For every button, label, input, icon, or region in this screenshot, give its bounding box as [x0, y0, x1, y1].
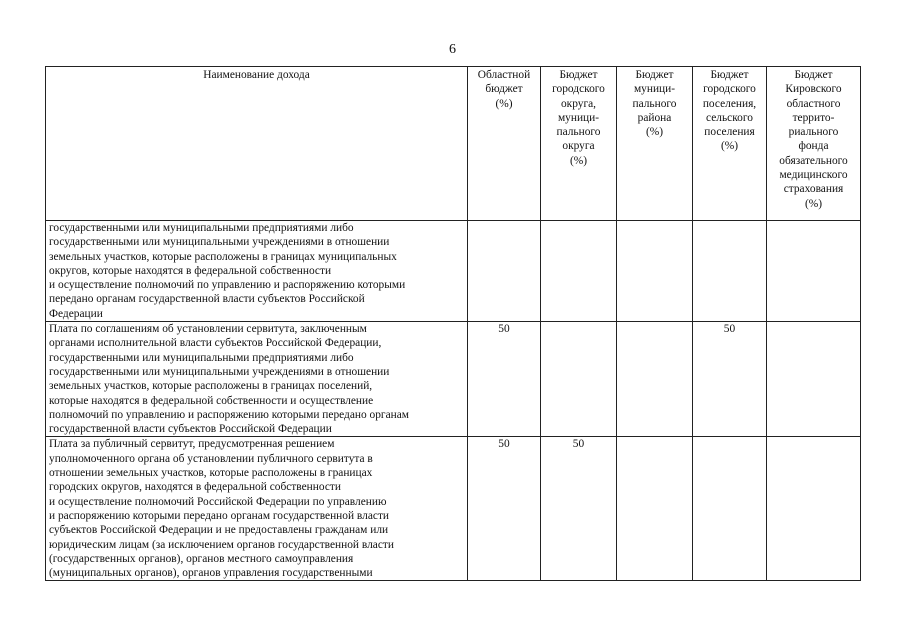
header-municipal-district-budget — [617, 67, 693, 221]
header-line: областного — [786, 97, 841, 110]
header-city-district-budget — [541, 67, 617, 221]
header-line: городского — [552, 83, 605, 96]
header-line: террито- — [792, 111, 835, 124]
revenue-text-line: округов, которые находятся в федеральной собственности — [49, 264, 332, 277]
table-row — [46, 221, 861, 322]
header-line: бюджет — [485, 83, 523, 96]
header-line: (%) — [569, 154, 588, 167]
settlement-share-cell — [693, 221, 767, 322]
municipal-district-share-cell — [617, 437, 693, 581]
header-line: (%) — [804, 197, 823, 210]
header-line: поселения — [704, 126, 755, 139]
header-line: муници- — [633, 83, 676, 96]
revenue-text-line: и осуществление полномочий Российской Федерации по управлению — [49, 495, 387, 508]
revenue-text-line: полномочий по управлению и распоряжению которыми передано органам — [49, 408, 410, 421]
revenue-text-line: государственными или муниципальными учреждениями в отношении — [49, 236, 390, 249]
city-district-share-cell: 50 — [541, 437, 617, 581]
revenue-text-line: и распоряжению которыми передано органам государственной власти — [49, 509, 390, 522]
revenue-text-line: Плата за публичный сервитут, предусмотренная решением — [49, 438, 335, 451]
revenue-text-line: субъектов Российской Федерации и не предоставлены гражданам или — [49, 524, 389, 537]
header-line: Бюджет — [710, 69, 749, 81]
medical-fund-share-cell — [767, 437, 861, 581]
revenue-text-line: городских округов, находятся в федеральной собственности — [49, 481, 341, 494]
header-line: фонда — [798, 140, 829, 153]
header-line: (%) — [495, 97, 513, 110]
header-line: поселения, — [702, 97, 757, 110]
table-row — [46, 322, 861, 437]
header-settlement-budget — [693, 67, 767, 221]
header-line: округа — [562, 140, 595, 153]
header-line: Областной — [477, 69, 531, 81]
revenue-text-line: органами исполнительной власти субъектов Российской Федерации, — [49, 337, 382, 350]
revenue-text-line: и осуществление полномочий по управлению и распоряжению которыми — [49, 279, 406, 292]
revenue-name-cell — [46, 221, 468, 322]
revenue-text-line: земельных участков, которые расположены в границах поселений, — [49, 380, 373, 393]
revenue-text-line: Плата по соглашениям об установлении сервитута, заключенным — [49, 323, 367, 336]
revenue-text-line: которые находятся в федеральной собственности и осуществление — [49, 394, 374, 407]
regional-share-cell: 50 — [468, 322, 541, 437]
header-line: округа, — [560, 97, 597, 110]
revenue-text-line: отношении земельных участков, которые расположены в границах — [49, 467, 373, 480]
header-line: Кировского — [785, 83, 842, 96]
revenue-text-line: уполномоченного органа об установлении публичного сервитута в — [49, 452, 373, 465]
header-line: страхования — [783, 183, 844, 196]
revenue-text-line: государственными или муниципальными учреждениями в отношении — [49, 365, 390, 378]
header-line: района — [637, 111, 672, 124]
municipal-district-share-cell — [617, 221, 693, 322]
municipal-district-share-cell — [617, 322, 693, 437]
header-line: муници- — [557, 111, 600, 124]
table-row — [46, 437, 861, 581]
header-line: (%) — [720, 140, 739, 153]
header-line: городского — [703, 83, 756, 96]
header-line: Бюджет — [559, 69, 598, 81]
header-line: Бюджет — [635, 69, 674, 81]
revenue-text-line: государственными или муниципальными предприятиями либо — [49, 222, 354, 234]
header-line: Бюджет — [794, 69, 833, 81]
header-line: обязательного — [779, 154, 848, 167]
header-regional-budget — [468, 67, 541, 221]
revenue-text-line: (муниципальных органов), органов управления государственными — [49, 567, 373, 580]
header-line: Наименование дохода — [203, 69, 310, 81]
city-district-share-cell — [541, 322, 617, 437]
revenue-text-line: государственными или муниципальными предприятиями либо — [49, 351, 354, 364]
page-number: 6 — [449, 42, 456, 57]
revenue-text-line: юридическим лицам (за исключением органов государственной власти — [49, 538, 394, 551]
header-medical-insurance-fund-budget — [767, 67, 861, 221]
header-line: риального — [788, 126, 839, 139]
header-line: пального — [632, 97, 677, 110]
city-district-share-cell — [541, 221, 617, 322]
header-line: (%) — [645, 126, 664, 139]
settlement-share-cell — [693, 437, 767, 581]
header-revenue-name — [46, 67, 468, 221]
revenue-name-cell — [46, 322, 468, 437]
revenue-text-line: (государственных органов), органов местного самоуправления — [49, 552, 354, 565]
settlement-share-cell: 50 — [693, 322, 767, 437]
medical-fund-share-cell — [767, 322, 861, 437]
header-line: сельского — [706, 111, 753, 124]
revenue-text-line: государственной власти субъектов Российской Федерации — [49, 423, 332, 436]
revenue-text-line: передано органам государственной власти субъектов Российской — [49, 293, 365, 306]
regional-share-cell: 50 — [468, 437, 541, 581]
revenue-text-line: земельных участков, которые расположены в границах муниципальных — [49, 250, 397, 263]
medical-fund-share-cell — [767, 221, 861, 322]
regional-share-cell — [468, 221, 541, 322]
revenue-distribution-table — [45, 66, 861, 581]
table-header-row — [46, 67, 861, 221]
header-line: пального — [556, 126, 601, 139]
revenue-text-line: Федерации — [49, 307, 103, 320]
header-line: медицинского — [779, 169, 848, 182]
revenue-name-cell — [46, 437, 468, 581]
